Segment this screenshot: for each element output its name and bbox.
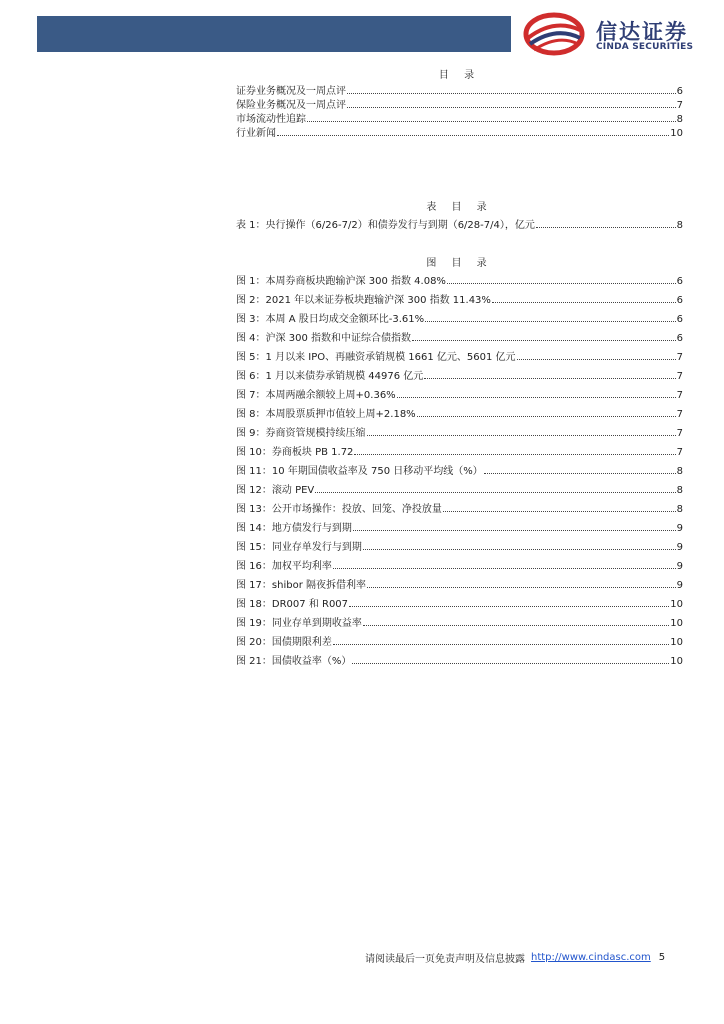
figure-entry-label: 图 18：DR007 和 R007 (236, 599, 349, 610)
figure-entry-label: 图 17：shibor 隔夜拆借利率 (236, 580, 366, 591)
toc-leader-dots (424, 377, 675, 379)
toc-entry[interactable] (236, 111, 683, 125)
figure-entry-label: 图 6：1 月以来债券承销规模 44976 亿元 (236, 371, 424, 382)
figure-entry[interactable] (236, 520, 683, 534)
figure-entry[interactable] (236, 425, 683, 439)
toc-leader-dots (353, 529, 676, 531)
figures-title: 图 目 录 (426, 258, 493, 269)
toc-leader-dots (536, 226, 676, 228)
figure-entry[interactable] (236, 634, 683, 648)
figure-entry[interactable] (236, 349, 683, 363)
toc-leader-dots (315, 491, 675, 493)
table-entry[interactable] (236, 217, 683, 231)
figure-entry[interactable] (236, 463, 683, 477)
toc-entry-label: 保险业务概况及一周点评 (236, 100, 346, 111)
tables-title: 表 目 录 (426, 202, 493, 213)
figure-entry-page: 9 (676, 542, 683, 553)
table-entry-page: 8 (676, 220, 683, 231)
figure-entry-page: 8 (676, 466, 683, 477)
figure-entry-label: 图 16：加权平均利率 (236, 561, 332, 572)
figure-entry-page: 9 (676, 523, 683, 534)
footer-website-link[interactable]: http://www.cindasc.com (531, 951, 651, 963)
cinda-globe-icon (522, 12, 586, 56)
figure-entry[interactable] (236, 330, 683, 344)
toc-leader-dots (492, 301, 676, 303)
figure-entry[interactable] (236, 482, 683, 496)
figure-entry-page: 6 (676, 314, 683, 325)
figure-entry[interactable] (236, 311, 683, 325)
toc-entry-page: 8 (676, 114, 683, 125)
toc-leader-dots (397, 396, 676, 398)
toc-entry[interactable] (236, 97, 683, 111)
figure-entry[interactable] (236, 539, 683, 553)
figure-entry[interactable] (236, 292, 683, 306)
figure-entry-page: 7 (676, 409, 683, 420)
figure-entry-label: 图 8：本周股票质押市值较上周+2.18% (236, 409, 416, 420)
figure-entry[interactable] (236, 444, 683, 458)
figure-entry-page: 6 (676, 276, 683, 287)
toc-entry-label: 市场流动性追踪 (236, 114, 306, 125)
toc-entry-page: 10 (670, 128, 683, 139)
figure-entry-label: 图 19：同业存单到期收益率 (236, 618, 362, 629)
toc-leader-dots (347, 92, 676, 94)
toc-leader-dots (349, 605, 669, 607)
figure-entry[interactable] (236, 577, 683, 591)
toc-title: 目 录 (438, 70, 481, 81)
figure-entry-page: 10 (670, 637, 683, 648)
toc-leader-dots (277, 134, 669, 136)
toc-leader-dots (443, 510, 676, 512)
figure-entry-label: 图 4：沪深 300 指数和中证综合债指数 (236, 333, 411, 344)
figure-entry[interactable] (236, 615, 683, 629)
figure-entry-page: 8 (676, 504, 683, 515)
figure-entry[interactable] (236, 387, 683, 401)
toc-leader-dots (333, 643, 669, 645)
figure-entry-label: 图 21：国债收益率（%） (236, 656, 352, 667)
figure-entry-page: 7 (676, 428, 683, 439)
toc-leader-dots (447, 282, 676, 284)
figure-entry-page: 9 (676, 580, 683, 591)
figure-entry-label: 图 1：本周券商板块跑输沪深 300 指数 4.08% (236, 276, 446, 287)
toc-entry-page: 6 (676, 86, 683, 97)
toc-entry-page: 7 (676, 100, 683, 111)
toc-leader-dots (333, 567, 676, 569)
toc-entry[interactable] (236, 125, 683, 139)
figure-entry-page: 10 (670, 618, 683, 629)
figure-entry-page: 9 (676, 561, 683, 572)
figure-entry-label: 图 9：券商资管规模持续压缩 (236, 428, 366, 439)
toc-leader-dots (354, 453, 675, 455)
toc-leader-dots (412, 339, 676, 341)
figure-entry[interactable] (236, 368, 683, 382)
figure-entry[interactable] (236, 558, 683, 572)
figure-entry-page: 6 (676, 295, 683, 306)
figure-entry-page: 10 (670, 599, 683, 610)
figure-entry[interactable] (236, 653, 683, 667)
figure-entry-label: 图 20：国债期限利差 (236, 637, 332, 648)
figure-entry-page: 10 (670, 656, 683, 667)
figure-entry-page: 6 (676, 333, 683, 344)
toc-leader-dots (367, 434, 676, 436)
figure-entry-label: 图 11：10 年期国债收益率及 750 日移动平均线（%） (236, 466, 483, 477)
figure-entry-label: 图 10：券商板块 PB 1.72 (236, 447, 354, 458)
toc-leader-dots (425, 320, 676, 322)
toc-leader-dots (367, 586, 676, 588)
figure-entry-page: 7 (676, 352, 683, 363)
figure-entry-page: 7 (676, 390, 683, 401)
figure-entry-page: 8 (676, 485, 683, 496)
figure-entry-label: 图 7：本周两融余额较上周+0.36% (236, 390, 396, 401)
figure-entry[interactable] (236, 406, 683, 420)
figure-entry[interactable] (236, 273, 683, 287)
toc-entry[interactable] (236, 83, 683, 97)
figure-entry-label: 图 15：同业存单发行与到期 (236, 542, 362, 553)
toc-leader-dots (352, 662, 669, 664)
toc-leader-dots (417, 415, 676, 417)
table-entry-label: 表 1：央行操作（6/26-7/2）和债券发行与到期（6/28-7/4），亿元 (236, 220, 535, 231)
page-footer (365, 948, 685, 966)
figure-entry-page: 7 (676, 447, 683, 458)
figure-entry-label: 图 14：地方债发行与到期 (236, 523, 352, 534)
toc-leader-dots (484, 472, 676, 474)
footer-disclaimer: 请阅读最后一页免责声明及信息披露 (365, 953, 525, 965)
toc-entry-label: 证券业务概况及一周点评 (236, 86, 346, 97)
toc-entry-label: 行业新闻 (236, 128, 276, 139)
footer-page-number: 5 (658, 951, 666, 963)
toc-leader-dots (517, 358, 676, 360)
toc-leader-dots (363, 548, 676, 550)
header-bar (37, 16, 511, 52)
figure-entry-label: 图 3：本周 A 股日均成交金额环比-3.61% (236, 314, 425, 325)
figure-entry[interactable] (236, 596, 683, 610)
cinda-logo (522, 12, 702, 56)
figure-entry[interactable] (236, 501, 683, 515)
toc-leader-dots (347, 106, 676, 108)
toc-leader-dots (307, 120, 676, 122)
figure-entry-page: 7 (676, 371, 683, 382)
figure-entry-label: 图 5：1 月以来 IPO、再融资承销规模 1661 亿元、5601 亿元 (236, 352, 516, 363)
logo-chinese-text: 信达证券 (596, 20, 688, 44)
figure-entry-label: 图 13：公开市场操作：投放、回笼、净投放量 (236, 504, 442, 515)
logo-english-text: CINDA SECURITIES (596, 42, 694, 52)
figure-entry-label: 图 12：滚动 PEV (236, 485, 315, 496)
toc-leader-dots (363, 624, 669, 626)
figure-entry-label: 图 2：2021 年以来证券板块跑输沪深 300 指数 11.43% (236, 295, 491, 306)
